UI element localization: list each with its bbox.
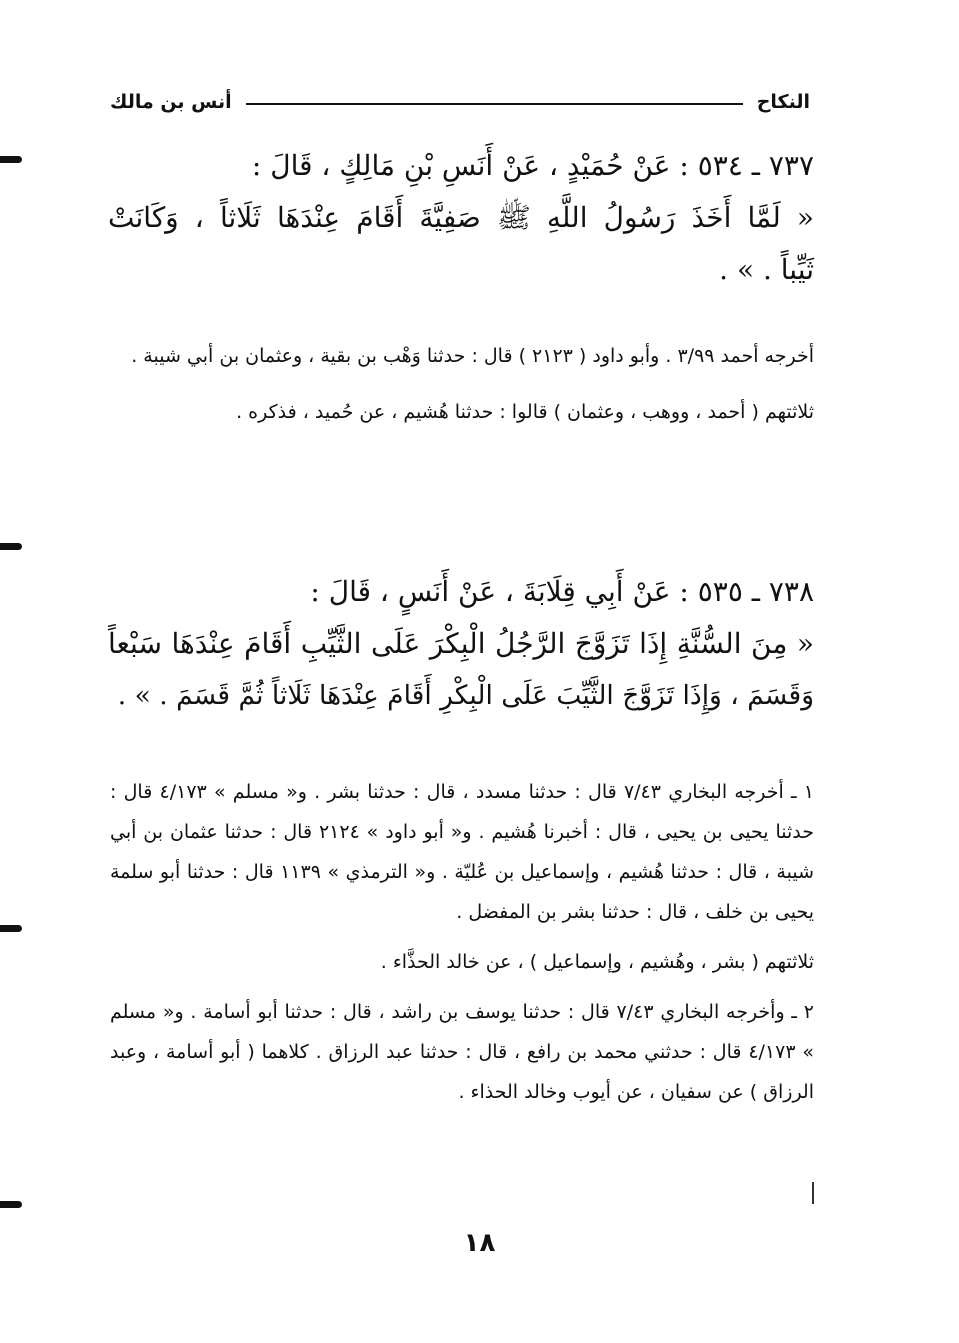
page-number: ١٨ [463, 1228, 496, 1258]
takhrij-738 [110, 772, 814, 1112]
hadith-738-matn-line-1: « مِنَ السُّنَّةِ إِذَا تَزَوَّجَ الرَّجُلُ الْبِكْرَ عَلَى الثَّيِّبِ أَقَامَ عِنْدَهَا سَبْعاً [108, 627, 814, 660]
hadith-737-matn-line-1: « لَمَّا أَخَذَ رَسُولُ اللَّهِ ﷺ صَفِيَّةَ أَقَامَ عِنْدَهَا ثَلَاثاً ، وَكَانَتْ [108, 201, 814, 234]
narrator-title: أنس بن مالك [110, 91, 232, 113]
chapter-title: النكاح [756, 91, 810, 113]
hadith-737 [108, 140, 814, 296]
running-header [110, 86, 810, 118]
binding-mark [0, 925, 22, 932]
hadith-737-isnad: ٧٣٧ ـ ٥٣٤ : عَنْ حُمَيْدٍ ، عَنْ أَنَسِ بْنِ مَالِكٍ ، قَالَ : [251, 149, 814, 182]
binding-mark [0, 156, 22, 163]
takhrij-737 [110, 336, 814, 432]
hadith-738 [108, 566, 814, 722]
hadith-738-matn-line-2: وَقَسَمَ ، وَإِذَا تَزَوَّجَ الثَّيِّبَ عَلَى الْبِكْرِ أَقَامَ عِنْدَهَا ثَلَاثاً ثُمَّ قَسَمَ . » . [117, 680, 814, 711]
scan-mark [812, 1182, 814, 1204]
takhrij-738-summary: ثلاثتهم ( بشر ، وهُشيم ، وإسماعيل ) ، عن خالد الحذَّاء . [380, 951, 814, 973]
binding-mark [0, 1201, 22, 1208]
takhrij-738-part-2: ٢ ـ وأخرجه البخاري ٧/٤٣ قال : حدثنا يوسف بن راشد ، قال : حدثنا أبو أسامة . و« مسلم » ٤/١٧٣ قال : حدثني محمد بن رافع ، قال : حدثنا عبد الرزاق . كلاهما ( أبو أسامة ، وعبد الرزاق ) عن سفيان ، عن أيوب وخالد الحذاء . [110, 1001, 814, 1103]
takhrij-737-summary: ثلاثتهم ( أحمد ، ووهب ، وعثمان ) قالوا : حدثنا هُشيم ، عن حُميد ، فذكره . [236, 401, 814, 423]
takhrij-738-part-1: ١ ـ أخرجه البخاري ٧/٤٣ قال : حدثنا مسدد ، قال : حدثنا بشر . و« مسلم » ٤/١٧٣ قال : حدثنا يحيى بن يحيى ، قال : أخبرنا هُشيم . و« أبو داود » ٢١٢٤ قال : حدثنا عثمان بن أبي شيبة ، قال : حدثنا هُشيم ، وإسماعيل بن عُليّة . و« الترمذي » ١١٣٩ قال : حدثنا أبو سلمة يحيى بن خلف ، قال : حدثنا بشر بن المفضل . [110, 781, 814, 923]
header-rule [246, 103, 743, 105]
hadith-738-isnad: ٧٣٨ ـ ٥٣٥ : عَنْ أَبِي قِلَابَةَ ، عَنْ أَنَسٍ ، قَالَ : [310, 575, 814, 608]
binding-mark [0, 543, 22, 550]
hadith-737-matn-line-2: ثَيِّباً . » . [719, 253, 814, 286]
takhrij-737-sources: أخرجه أحمد ٣/٩٩ . وأبو داود ( ٢١٢٣ ) قال : حدثنا وَهْب بن بقية ، وعثمان بن أبي شيبة . [131, 345, 814, 367]
